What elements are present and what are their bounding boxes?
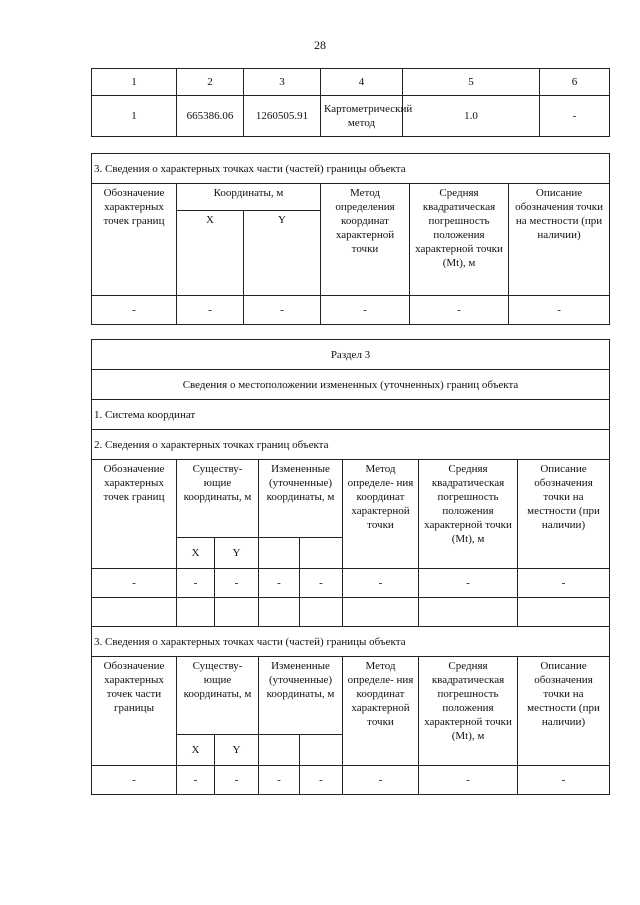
- block-title-row: [92, 430, 610, 460]
- header-description: Описание обозначения точки на местности (при наличии): [518, 460, 610, 569]
- header-description: Описание обозначения точки на местности (при наличии): [518, 657, 610, 766]
- empty-cell: [419, 598, 518, 627]
- table-header-row: [92, 184, 610, 211]
- table-title-row: [92, 154, 610, 184]
- header-changed-coordinates: Измененные (уточненные) координаты, м: [259, 460, 343, 538]
- header-changed-y: [300, 538, 343, 569]
- empty-cell: [215, 598, 259, 627]
- header-method: Метод определе- ния координат характерной точки: [343, 657, 419, 766]
- empty-cell: [343, 598, 419, 627]
- table-cell: -: [92, 766, 177, 795]
- table-cell: -: [410, 296, 509, 325]
- table-cell: -: [300, 569, 343, 598]
- table-cell: -: [244, 296, 321, 325]
- column-number-2: 2: [177, 69, 244, 96]
- table-row: [92, 766, 610, 795]
- point-number-cell: 1: [92, 96, 177, 137]
- error-cell: 1.0: [403, 96, 540, 137]
- section-3-table: [91, 339, 610, 795]
- table-cell: -: [259, 766, 300, 795]
- section-subheading-row: [92, 370, 610, 400]
- table-row: [92, 569, 610, 598]
- x-coordinate-cell: 665386.06: [177, 96, 244, 137]
- table-cell: -: [300, 766, 343, 795]
- header-mean-error: Средняя квадратическая погрешность положения характерной точки (Mt), м: [410, 184, 509, 296]
- table-cell: -: [92, 296, 177, 325]
- empty-cell: [518, 598, 610, 627]
- empty-cell: [92, 598, 177, 627]
- table-cell: -: [259, 569, 300, 598]
- table-row: [92, 96, 610, 137]
- header-point-designation: Обозначение характерных точек части границы: [92, 657, 177, 766]
- table-cell: -: [215, 569, 259, 598]
- method-cell: Картометрический метод: [321, 96, 403, 137]
- block-title-row: [92, 627, 610, 657]
- table-cell: -: [321, 296, 410, 325]
- section-heading: Раздел 3: [92, 340, 610, 370]
- table-row: [92, 296, 610, 325]
- section-title: 3. Сведения о характерных точках части (частей) границы объекта: [92, 154, 610, 184]
- table-header-row: [92, 69, 610, 96]
- header-method: Метод определе- ния координат характерной точки: [343, 460, 419, 569]
- header-y: Y: [215, 538, 259, 569]
- header-changed-y: [300, 735, 343, 766]
- column-number-5: 5: [403, 69, 540, 96]
- header-method: Метод определения координат характерной точки: [321, 184, 410, 296]
- table-cell: -: [419, 766, 518, 795]
- empty-cell: [259, 598, 300, 627]
- column-number-1: 1: [92, 69, 177, 96]
- header-x: X: [177, 211, 244, 296]
- coord-system-row: [92, 400, 610, 430]
- header-point-designation: Обозначение характерных точек границ: [92, 460, 177, 569]
- column-number-6: 6: [540, 69, 610, 96]
- header-changed-x: [259, 538, 300, 569]
- table-cell: -: [177, 296, 244, 325]
- section-subheading: Сведения о местоположении измененных (уточненных) границ объекта: [92, 370, 610, 400]
- table-header-row: [92, 657, 610, 735]
- header-changed-x: [259, 735, 300, 766]
- empty-cell: [177, 598, 215, 627]
- header-changed-coordinates: Измененные (уточненные) координаты, м: [259, 657, 343, 735]
- table-cell: -: [343, 766, 419, 795]
- part-boundary-points-table: [91, 153, 610, 325]
- y-coordinate-cell: 1260505.91: [244, 96, 321, 137]
- section-heading-row: [92, 340, 610, 370]
- table-cell: -: [518, 569, 610, 598]
- page-number: 28: [314, 38, 326, 52]
- table-cell: -: [343, 569, 419, 598]
- column-number-4: 4: [321, 69, 403, 96]
- column-number-3: 3: [244, 69, 321, 96]
- header-y: Y: [244, 211, 321, 296]
- table-cell: -: [177, 766, 215, 795]
- header-x: X: [177, 538, 215, 569]
- coordinate-system-label: 1. Система координат: [92, 400, 610, 430]
- header-mean-error: Средняя квадратическая погрешность положения характерной точки (Mt), м: [419, 657, 518, 766]
- description-cell: -: [540, 96, 610, 137]
- header-description: Описание обозначения точки на местности (при наличии): [509, 184, 610, 296]
- empty-table-row: [92, 598, 610, 627]
- header-mean-error: Средняя квадратическая погрешность положения характерной точки (Mt), м: [419, 460, 518, 569]
- header-y: Y: [215, 735, 259, 766]
- header-coordinates: Координаты, м: [177, 184, 321, 211]
- table-cell: -: [509, 296, 610, 325]
- table-cell: -: [215, 766, 259, 795]
- table-cell: -: [518, 766, 610, 795]
- header-point-designation: Обозначение характерных точек границ: [92, 184, 177, 296]
- header-x: X: [177, 735, 215, 766]
- table-cell: -: [177, 569, 215, 598]
- table-cell: -: [419, 569, 518, 598]
- table-cell: -: [92, 569, 177, 598]
- empty-cell: [300, 598, 343, 627]
- boundary-points-title: 2. Сведения о характерных точках границ объекта: [92, 430, 610, 460]
- coordinates-continuation-table: [91, 68, 610, 137]
- header-existing-coordinates: Существу- ющие координаты, м: [177, 460, 259, 538]
- header-existing-coordinates: Существу- ющие координаты, м: [177, 657, 259, 735]
- part-boundary-points-title: 3. Сведения о характерных точках части (частей) границы объекта: [92, 627, 610, 657]
- table-header-row: [92, 460, 610, 538]
